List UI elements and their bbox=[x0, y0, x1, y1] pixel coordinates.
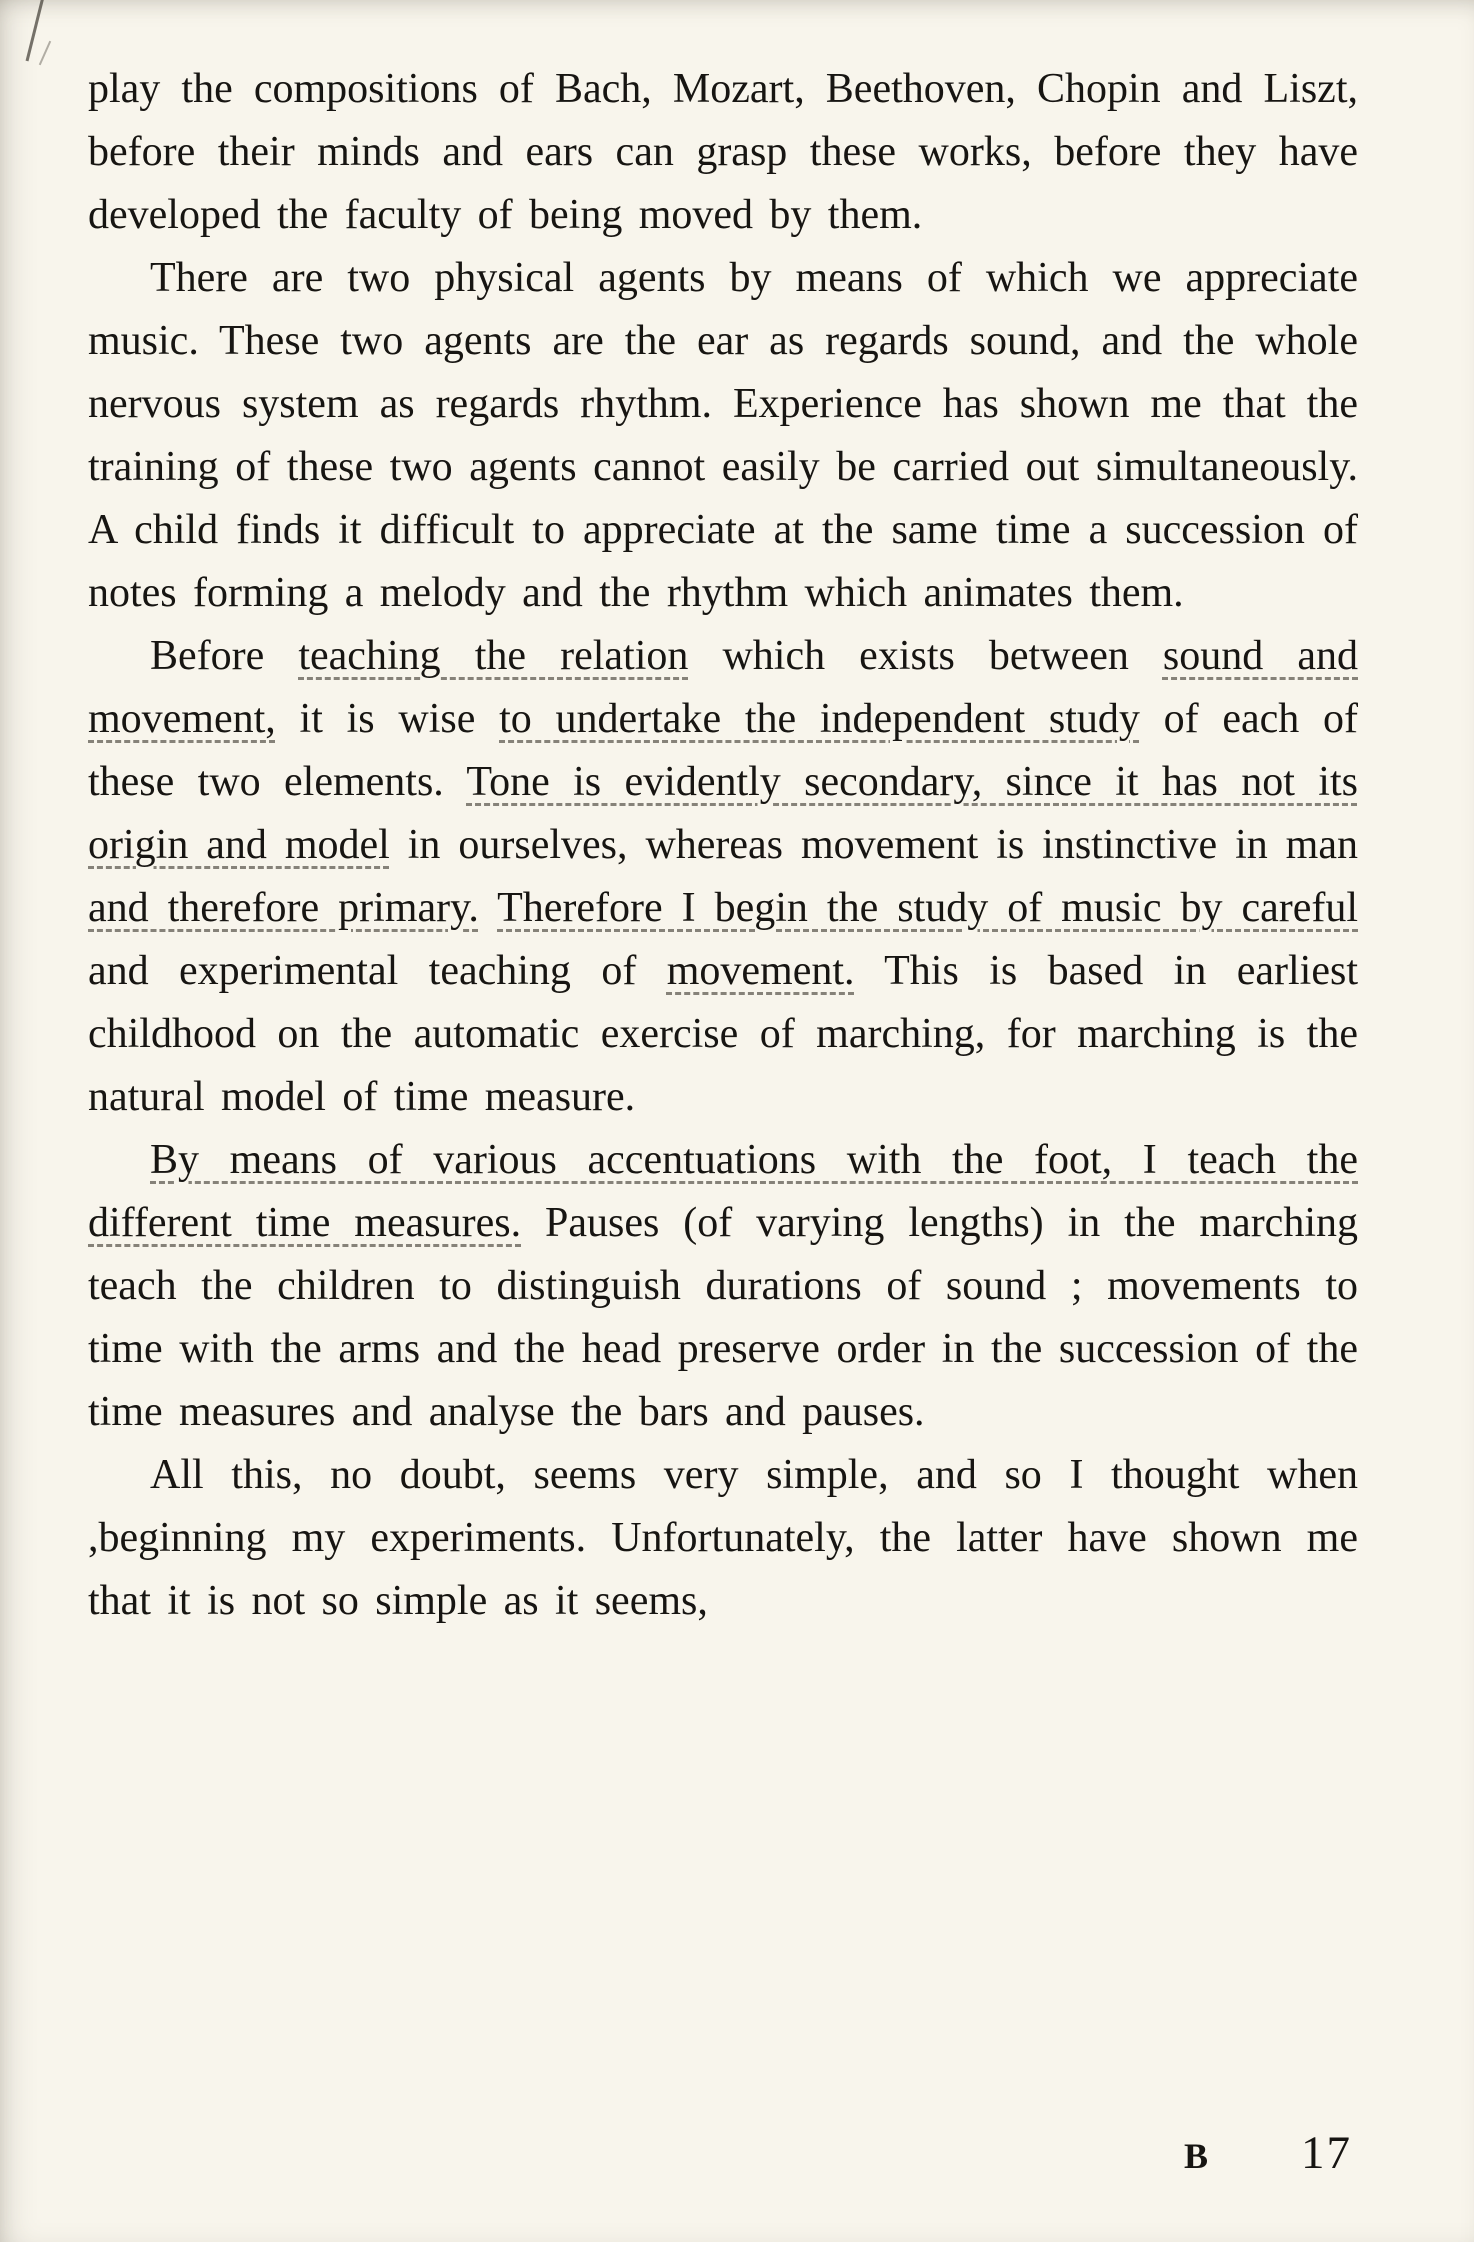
underlined-text: sound and movement, bbox=[88, 633, 1358, 742]
underlined-text: Tone is evidently secondary, since it has not its origin and model bbox=[88, 759, 1358, 868]
text-segment: Before bbox=[150, 633, 299, 679]
paragraph bbox=[88, 247, 1358, 625]
underlined-text: movement. bbox=[666, 948, 855, 994]
scan-corner-mark-secondary bbox=[39, 41, 51, 66]
scan-corner-mark bbox=[26, 0, 46, 61]
underlined-text: teaching the relation bbox=[298, 633, 689, 679]
underlined-text: By means of various accentuations with the foot, I teach the different time measures. bbox=[88, 1137, 1358, 1246]
underlined-text: Therefore I begin the study of music by careful bbox=[497, 885, 1359, 931]
paragraph bbox=[88, 1129, 1358, 1444]
text-segment: of each of these two elements. bbox=[88, 696, 1359, 805]
text-segment: This is based in earliest childhood on the automatic exercise of marching, for marching is the natural model of time measure. bbox=[88, 948, 1358, 1120]
text-segment bbox=[479, 885, 497, 931]
paragraph bbox=[88, 1444, 1358, 1633]
signature-mark: B bbox=[1183, 2136, 1209, 2176]
text-block bbox=[88, 58, 1358, 1633]
text-segment: in ourselves, whereas movement is instinctive in man bbox=[389, 822, 1358, 868]
text-segment: play the compositions of Bach, Mozart, Beethoven, Chopin and Liszt, before their minds and ears can grasp these works, before they have developed the faculty of being moved by them. bbox=[88, 66, 1358, 238]
text-segment: Pauses (of varying lengths) in the marching teach the children to distinguish durations of sound ; movements to time with the arms and the head preserve order in the succession of the time measures and analyse the bars and pauses. bbox=[88, 1200, 1358, 1435]
underlined-text: and therefore primary. bbox=[88, 885, 479, 931]
paragraph bbox=[88, 58, 1358, 247]
text-segment: which exists between bbox=[688, 633, 1163, 679]
page-number: 17 bbox=[1301, 2127, 1352, 2179]
page-footer bbox=[1184, 2126, 1352, 2180]
text-segment: There are two physical agents by means of which we appreciate music. These two agents are the ear as regards sound, and the whole nervous system as regards rhythm. Experience has shown me that the training of these two agents cannot easily be carried out simultaneously. A child finds it difficult to appreciate at the same time a succession of notes forming a melody and the rhythm which animates them. bbox=[88, 255, 1358, 616]
underlined-text: to undertake the independent study bbox=[499, 696, 1140, 742]
text-segment: and experimental teaching of bbox=[88, 948, 667, 994]
paragraph bbox=[88, 625, 1358, 1129]
text-segment: it is wise bbox=[275, 696, 500, 742]
text-segment: All this, no doubt, seems very simple, and so I thought when ,beginning my experiments. Unfortunately, the latter have shown me that it is not so simple as it seems, bbox=[88, 1452, 1358, 1624]
